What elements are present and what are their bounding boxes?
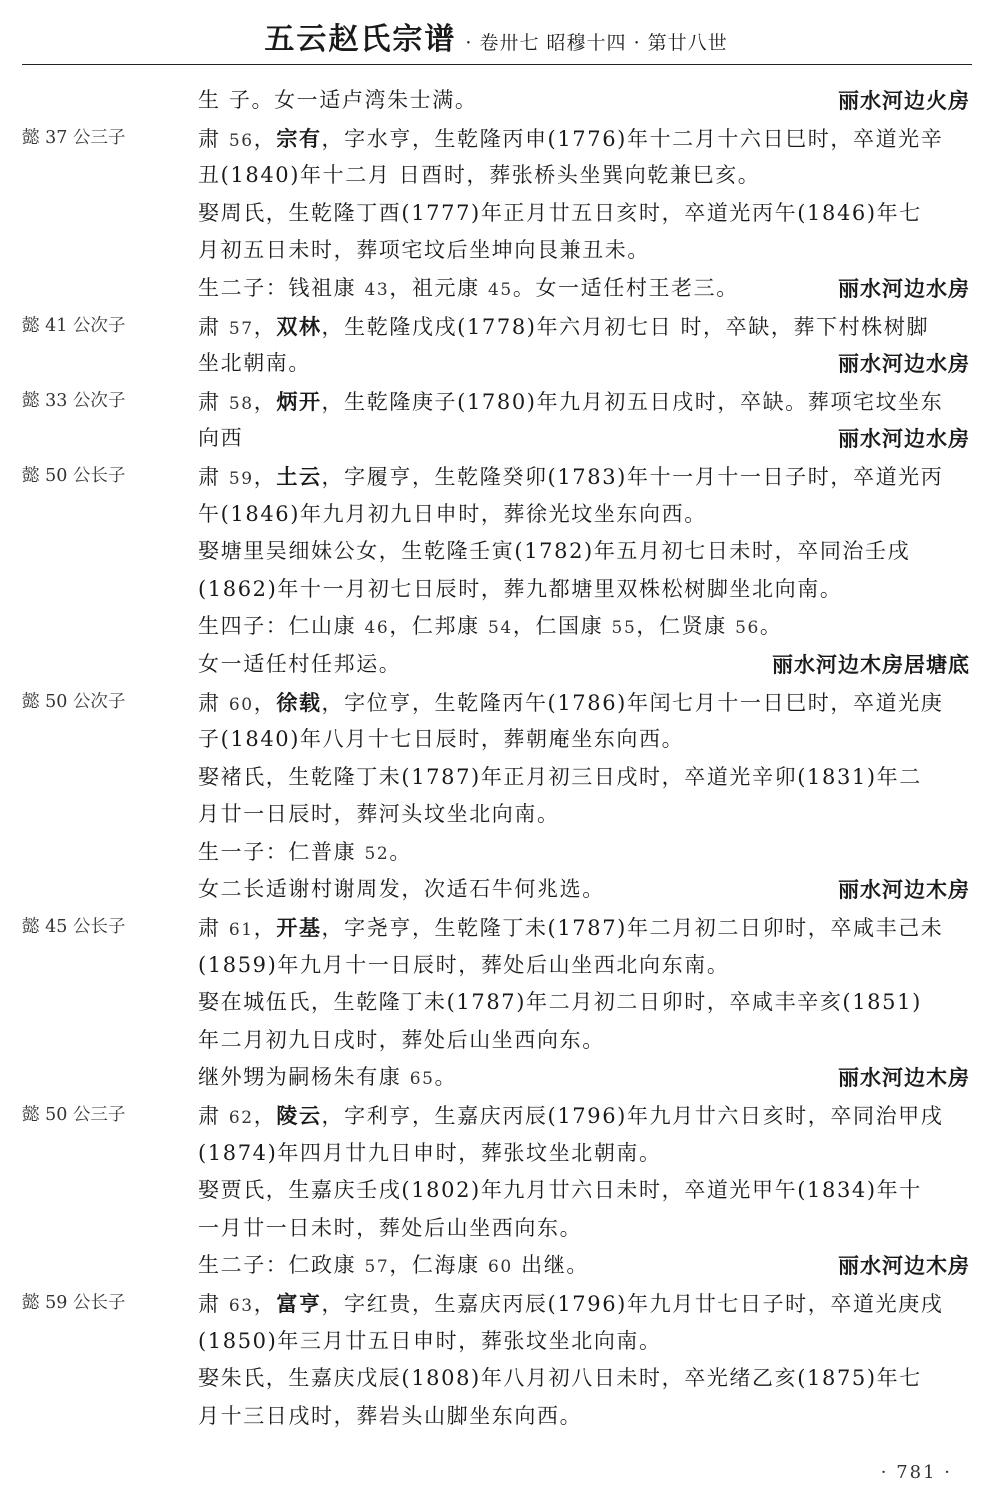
person-name: 富亨 xyxy=(276,1291,322,1316)
entry-text xyxy=(198,947,729,985)
page-header xyxy=(0,14,992,64)
entry-text xyxy=(198,684,943,725)
generation-number: 63 xyxy=(228,1296,254,1316)
person-name: 宗有 xyxy=(276,125,322,151)
entry-line xyxy=(0,796,992,834)
text-segment: 生二子：仁政康 xyxy=(198,1253,365,1278)
generation-number: 45 xyxy=(488,279,513,300)
generation-number: 58 xyxy=(228,393,254,414)
text-segment: 子(1840)年八月十七日辰时，葬朝庵坐东向西。 xyxy=(198,727,685,752)
person-name: 徐载 xyxy=(276,689,322,715)
entry-text xyxy=(198,533,910,571)
entry-line xyxy=(0,1323,992,1361)
entry-line xyxy=(0,345,992,383)
text-segment: ， xyxy=(253,126,277,151)
generation-number: 56 xyxy=(228,130,254,151)
entry-line xyxy=(0,120,992,158)
entry-text xyxy=(198,420,243,458)
text-segment: 肃 xyxy=(198,314,229,339)
text-segment: ，仁贤康 xyxy=(636,614,736,639)
entry-text xyxy=(198,308,929,349)
entry-line xyxy=(0,1059,992,1097)
generation-number: 60 xyxy=(228,694,254,715)
generation-number: 59 xyxy=(228,468,254,489)
entry-line xyxy=(0,646,992,684)
text-segment: (1850)年三月廿五日申时，葬张坟坐北向南。 xyxy=(198,1328,662,1353)
text-segment: 。 xyxy=(389,839,412,864)
text-segment: 月十三日戌时，葬岩头山脚坐东向西。 xyxy=(198,1403,583,1428)
text-segment: 月初五日未时，葬项宅坟后坐坤向艮兼丑未。 xyxy=(198,238,650,263)
entry-line xyxy=(0,1360,992,1398)
text-segment: ，祖元康 xyxy=(389,275,489,300)
book-title: 五云赵氏宗谱 xyxy=(264,22,457,57)
text-segment: 肃 xyxy=(198,126,229,151)
entry-line xyxy=(0,157,992,195)
text-segment: ， xyxy=(253,690,277,715)
entry-text xyxy=(198,1059,457,1099)
parent-reference: 懿 50 公次子 xyxy=(22,691,126,712)
entry-line xyxy=(0,1022,992,1060)
text-segment: ，生乾隆戊戌(1778)年六月初七日 时，卒缺，葬下村株树脚 xyxy=(321,314,930,339)
branch-house: 丽水河边木房 xyxy=(838,1065,970,1091)
text-segment: 肃 xyxy=(198,1292,229,1316)
branch-house: 丽水河边木房 xyxy=(838,877,970,903)
entry-text xyxy=(198,157,760,195)
generation-number: 43 xyxy=(364,279,390,300)
parent-reference: 懿 33 公次子 xyxy=(22,390,126,411)
entry-line xyxy=(0,420,992,458)
text-segment: 生四子：仁山康 xyxy=(198,614,365,639)
text-segment: ， xyxy=(253,464,277,489)
generation-number: 62 xyxy=(228,1108,254,1129)
entry-line xyxy=(0,458,992,496)
text-segment: 娶朱氏，生嘉庆戊辰(1808)年八月初八日未时，卒光绪乙亥(1875)年七 xyxy=(198,1366,922,1391)
text-segment: ， xyxy=(253,314,277,339)
text-segment: 生一子：仁普康 xyxy=(198,839,365,864)
generation-number: 61 xyxy=(228,920,254,941)
entry-line xyxy=(0,721,992,759)
entry-text xyxy=(198,1097,943,1138)
entry-line xyxy=(0,383,992,421)
text-segment: 午(1846)年九月初九日申时，葬徐光坟坐东向西。 xyxy=(198,501,707,526)
generation-number: 52 xyxy=(364,843,390,864)
parent-reference: 懿 50 公三子 xyxy=(22,1105,126,1126)
text-segment: 娶褚氏，生乾隆丁未(1787)年正月初三日戌时，卒道光辛卯(1831)年二 xyxy=(198,764,922,789)
text-segment: 娶在城伍氏，生乾隆丁未(1787)年二月初二日卯时，卒咸丰辛亥(1851) xyxy=(198,990,922,1015)
text-segment: 坐北朝南。 xyxy=(198,351,311,376)
entry-text xyxy=(198,496,707,534)
entry-line xyxy=(0,571,992,609)
entry-text xyxy=(198,871,605,909)
generation-number: 54 xyxy=(488,618,513,639)
text-segment: ，字位亨，生乾隆丙午(1786)年闰七月十一日巳时，卒道光庚 xyxy=(321,690,944,715)
text-segment: 肃 xyxy=(198,1104,229,1129)
person-name: 陵云 xyxy=(276,1103,322,1129)
entry-line xyxy=(0,533,992,571)
entry-text xyxy=(198,759,922,797)
text-segment: 肃 xyxy=(198,916,229,941)
text-segment: 一月廿一日未时，葬处后山坐西向东。 xyxy=(198,1215,583,1240)
entry-text xyxy=(198,984,922,1022)
text-segment: ，字履亨，生乾隆癸卯(1783)年十一月十一日子时，卒道光丙 xyxy=(321,464,944,489)
entry-line xyxy=(0,984,992,1022)
text-segment: 女二长适谢村谢周发，次适石牛何兆选。 xyxy=(198,877,605,902)
text-segment: 月廿一日辰时，葬河头坟坐北向南。 xyxy=(198,802,560,827)
text-segment: 。 xyxy=(759,614,783,639)
text-segment: ，字水亨，生乾隆丙申(1776)年十二月十六日巳时，卒道光辛 xyxy=(321,126,944,151)
entry-text xyxy=(198,458,943,499)
entry-text xyxy=(198,646,401,684)
entry-line xyxy=(0,947,992,985)
parent-reference: 懿 50 公长子 xyxy=(22,465,126,486)
entry-line xyxy=(0,195,992,233)
entry-text xyxy=(198,1210,582,1248)
entry-text xyxy=(198,383,943,424)
entry-line xyxy=(0,496,992,534)
text-segment: 向西 xyxy=(198,426,244,451)
parent-reference: 懿 45 公长子 xyxy=(22,917,126,938)
generation-number: 55 xyxy=(611,618,637,639)
text-segment: 肃 xyxy=(198,690,229,715)
text-segment: 出继。 xyxy=(512,1253,589,1278)
branch-house: 丽水河边木房 xyxy=(838,1253,970,1279)
entry-line xyxy=(0,1398,992,1436)
entry-text xyxy=(198,834,412,874)
header-rule xyxy=(22,64,972,65)
branch-house: 丽水河边木房居塘底 xyxy=(772,651,970,677)
person-name: 双林 xyxy=(276,313,322,339)
text-segment: (1862)年十一月初七日辰时，葬九都塘里双株松树脚坐北向南。 xyxy=(198,576,843,601)
generation-number: 46 xyxy=(364,618,390,639)
text-segment: ，仁海康 xyxy=(389,1253,489,1278)
entry-text xyxy=(198,1247,589,1287)
entry-line xyxy=(0,834,992,872)
entry-text xyxy=(198,1022,605,1060)
entry-line xyxy=(0,608,992,646)
entry-line xyxy=(0,759,992,797)
text-segment: 。 xyxy=(434,1065,458,1090)
generation-number: 65 xyxy=(409,1069,435,1090)
person-name: 土云 xyxy=(276,463,322,489)
parent-reference: 懿 37 公三子 xyxy=(22,127,126,148)
entry-text xyxy=(198,270,739,310)
entry-line xyxy=(0,82,992,120)
text-segment: 丑(1840)年十二月 日酉时，葬张桥头坐巽向乾兼巳亥。 xyxy=(198,163,761,188)
branch-house: 丽水河边火房 xyxy=(838,88,970,113)
volume-subtitle: · 卷卅七 昭穆十四 · 第廿八世 xyxy=(465,32,728,54)
entry-text xyxy=(198,608,783,648)
entry-line xyxy=(0,1135,992,1173)
entry-line xyxy=(0,308,992,346)
entry-line xyxy=(0,270,992,308)
parent-reference: 懿 41 公次子 xyxy=(22,315,126,336)
branch-house: 丽水河边水房 xyxy=(838,275,970,301)
text-segment: ，仁国康 xyxy=(512,614,612,639)
generation-number: 57 xyxy=(364,1257,390,1278)
generation-number: 60 xyxy=(488,1257,513,1278)
entry-text xyxy=(198,1135,662,1173)
entry-line xyxy=(0,1172,992,1210)
text-segment: ， xyxy=(253,1292,277,1316)
entry-line xyxy=(0,1097,992,1135)
text-segment: ，字尧亨，生乾隆丁未(1787)年二月初二日卯时，卒咸丰己未 xyxy=(321,916,944,941)
person-name: 炳开 xyxy=(276,388,322,414)
entry-line xyxy=(0,871,992,909)
parent-reference: 懿 59 公长子 xyxy=(22,1293,126,1313)
entry-line xyxy=(0,1210,992,1248)
text-segment: 娶塘里吴细妹公女，生乾隆壬寅(1782)年五月初七日未时，卒同治壬戌 xyxy=(198,539,911,564)
entry-line xyxy=(0,1247,992,1285)
text-segment: (1874)年四月廿九日申时，葬张坟坐北朝南。 xyxy=(198,1140,662,1165)
text-segment: ，字红贵，生嘉庆丙辰(1796)年九月廿七日子时，卒道光庚戌 xyxy=(321,1292,944,1316)
entry-text xyxy=(198,721,684,759)
entry-text xyxy=(198,1285,943,1326)
text-segment: 继外甥为嗣杨朱有康 xyxy=(198,1065,410,1090)
text-segment: 女一适任村任邦运。 xyxy=(198,651,402,676)
text-segment: 肃 xyxy=(198,464,229,489)
text-segment: ，生乾隆庚子(1780)年九月初五日戌时，卒缺。葬项宅坟坐东 xyxy=(321,389,944,414)
generation-number: 56 xyxy=(735,618,760,639)
text-segment: 年二月初九日戌时，葬处后山坐西向东。 xyxy=(198,1027,605,1052)
person-name: 开基 xyxy=(276,915,322,941)
entry-text xyxy=(198,909,943,950)
entry-line xyxy=(0,684,992,722)
text-segment: 生 子。女一适卢湾朱士满。 xyxy=(198,88,478,112)
text-segment: (1859)年九月十一日辰时，葬处后山坐西北向东南。 xyxy=(198,952,730,977)
branch-house: 丽水河边水房 xyxy=(838,351,970,377)
entry-text xyxy=(198,571,842,609)
entry-text xyxy=(198,120,943,161)
entry-text xyxy=(198,345,311,383)
entry-line xyxy=(0,909,992,947)
entry-text xyxy=(198,82,477,120)
entry-text xyxy=(198,1323,662,1361)
entry-line xyxy=(0,232,992,270)
text-segment: 肃 xyxy=(198,389,229,414)
text-segment: ，字利亨，生嘉庆丙辰(1796)年九月廿六日亥时，卒同治甲戌 xyxy=(321,1104,944,1129)
text-segment: ， xyxy=(253,1104,277,1129)
entry-line xyxy=(0,1285,992,1323)
entry-text xyxy=(198,195,922,233)
page-number: · 781 · xyxy=(880,1462,952,1483)
generation-number: 57 xyxy=(228,318,254,339)
entry-text xyxy=(198,1360,922,1398)
text-segment: ，仁邦康 xyxy=(389,614,489,639)
entry-text xyxy=(198,232,650,270)
entry-text xyxy=(198,1172,922,1210)
text-segment: ， xyxy=(253,916,277,941)
text-segment: 娶贾氏，生嘉庆壬戌(1802)年九月廿六日未时，卒道光甲午(1834)年十 xyxy=(198,1178,922,1203)
text-segment: 。女一适任村王老三。 xyxy=(512,275,739,300)
text-segment: 娶周氏，生乾隆丁酉(1777)年正月廿五日亥时，卒道光丙午(1846)年七 xyxy=(198,200,922,225)
entry-text xyxy=(198,796,560,834)
branch-house: 丽水河边水房 xyxy=(838,426,970,452)
text-segment: ， xyxy=(253,389,277,414)
genealogy-entries xyxy=(0,82,992,1435)
entry-text xyxy=(198,1398,582,1436)
text-segment: 生二子：钱祖康 xyxy=(198,275,365,300)
